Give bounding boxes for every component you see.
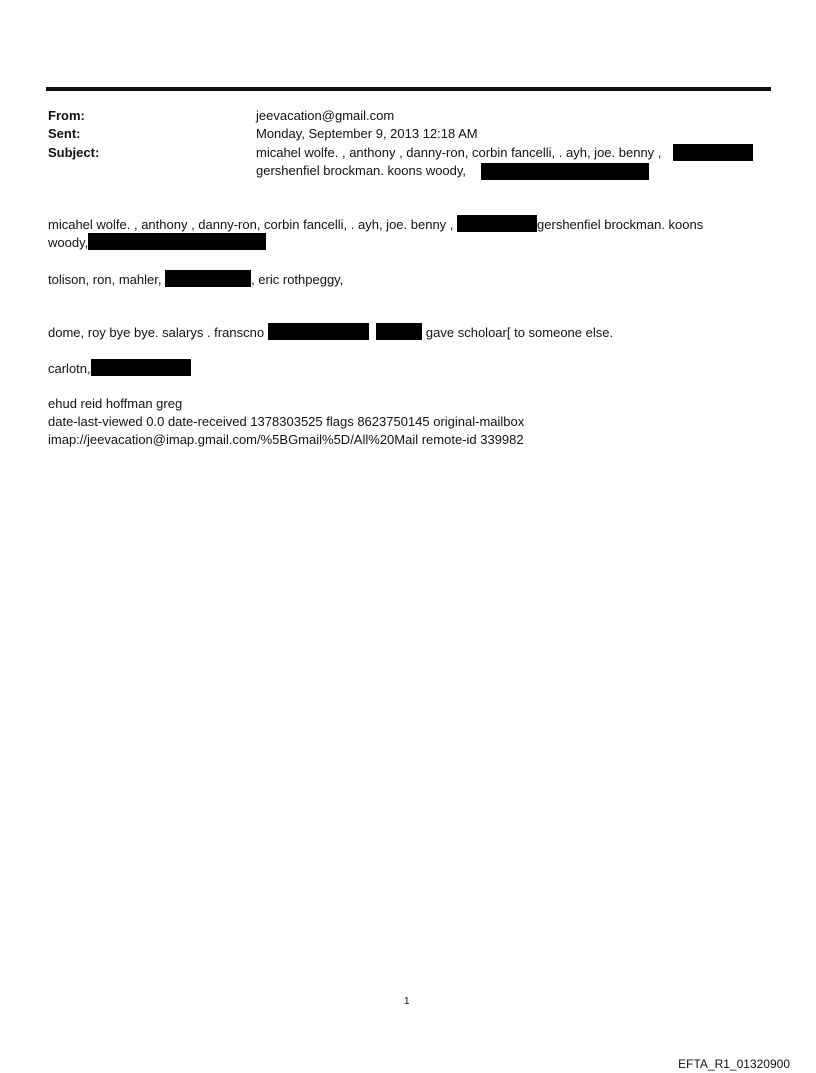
redaction-box <box>457 215 537 232</box>
redaction-box <box>165 270 251 287</box>
sent-label: Sent: <box>48 126 81 141</box>
body-paragraph-1-cont <box>48 233 266 252</box>
redaction-box <box>88 233 266 250</box>
subject-label: Subject: <box>48 145 100 160</box>
sent-value: Monday, September 9, 2013 12:18 AM <box>256 126 478 141</box>
body-paragraph-1 <box>48 215 703 234</box>
body-line-5: ehud reid hoffman greg <box>48 396 183 411</box>
body-text: woody, <box>48 235 89 250</box>
body-text: carlotn, <box>48 361 91 376</box>
body-line-6: date-last-viewed 0.0 date-received 1378303525 flags 8623750145 original-mailbox <box>48 414 525 429</box>
from-label: From: <box>48 108 85 123</box>
redaction-box <box>673 144 753 161</box>
header-rule <box>46 87 771 91</box>
body-paragraph-2 <box>48 270 343 289</box>
body-paragraph-3 <box>48 323 613 342</box>
redaction-box <box>91 359 191 376</box>
body-text: dome, roy bye bye. salarys . franscno <box>48 325 265 340</box>
redaction-box <box>268 323 369 340</box>
from-value: jeevacation@gmail.com <box>256 108 395 123</box>
bates-number: EFTA_R1_01320900 <box>678 1057 790 1071</box>
subject-line-1: micahel wolfe. , anthony , danny-ron, corbin fancelli, . ayh, joe. benny , <box>256 145 662 160</box>
body-text: , eric rothpeggy, <box>251 272 344 287</box>
page-number: 1 <box>404 996 410 1007</box>
body-text: gershenfiel brockman. koons <box>537 217 704 232</box>
redaction-box <box>376 323 422 340</box>
redaction-box <box>481 163 649 180</box>
body-text: micahel wolfe. , anthony , danny-ron, corbin fancelli, . ayh, joe. benny , <box>48 217 454 232</box>
body-paragraph-4 <box>48 359 191 378</box>
body-text: gave scholoar[ to someone else. <box>425 325 614 340</box>
body-line-7: imap://jeevacation@imap.gmail.com/%5BGmail%5D/All%20Mail remote-id 339982 <box>48 432 524 447</box>
subject-line-2: gershenfiel brockman. koons woody, <box>256 163 467 178</box>
body-text: tolison, ron, mahler, <box>48 272 162 287</box>
